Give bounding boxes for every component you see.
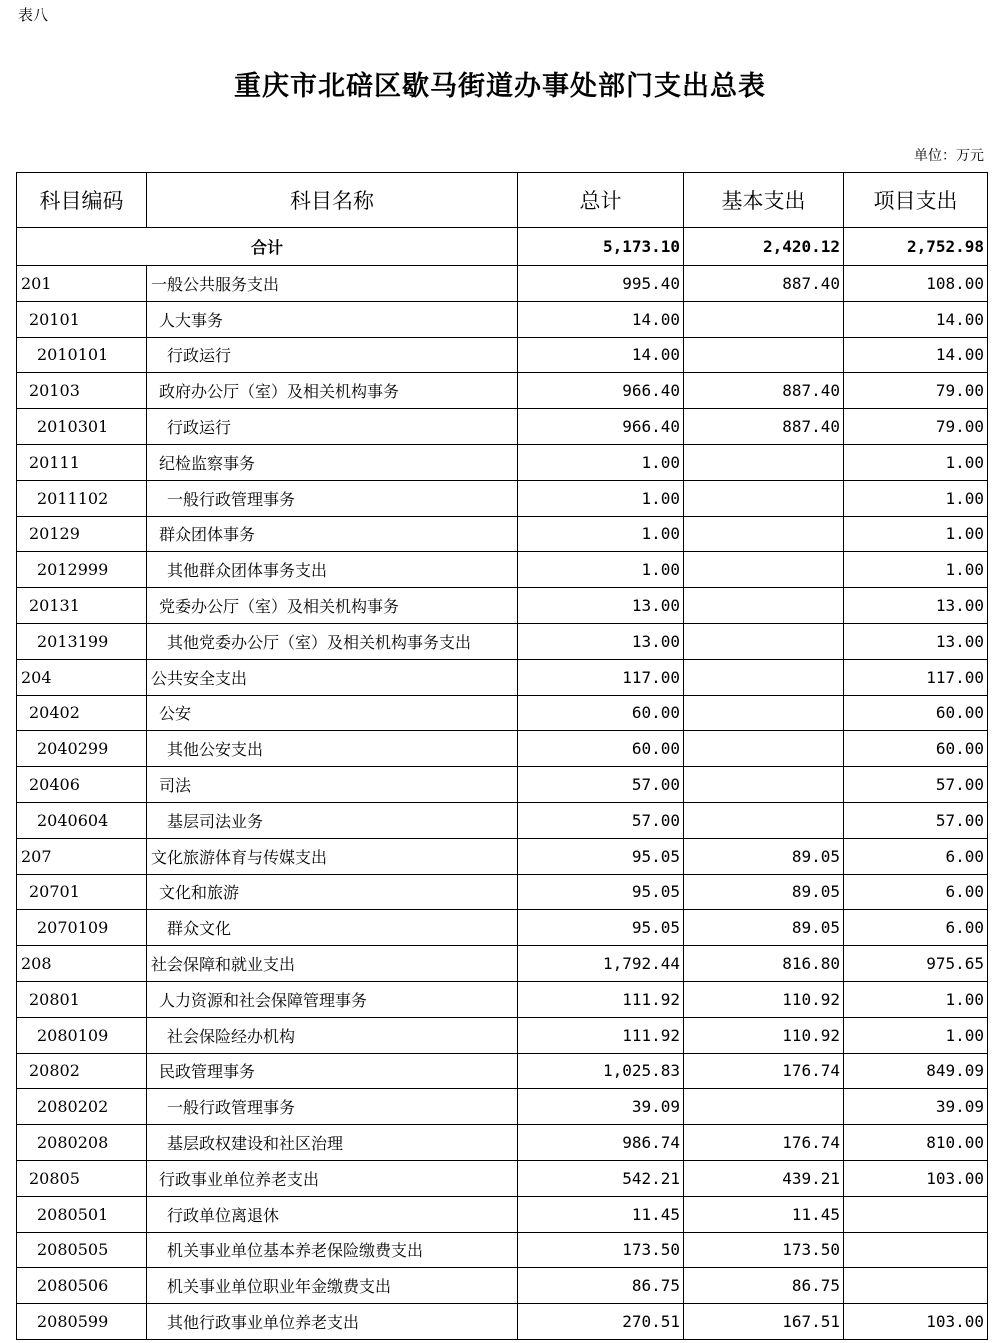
row-name: 其他群众团体事务支出	[147, 552, 518, 588]
row-project	[844, 1268, 988, 1304]
table-row	[17, 1017, 988, 1053]
row-basic: 887.40	[684, 373, 844, 409]
row-total: 95.05	[518, 838, 684, 874]
row-basic	[684, 516, 844, 552]
row-basic: 89.05	[684, 910, 844, 946]
row-name: 社会保障和就业支出	[147, 946, 518, 982]
row-basic	[684, 623, 844, 659]
row-total: 11.45	[518, 1196, 684, 1232]
row-project: 60.00	[844, 731, 988, 767]
table-row	[17, 1268, 988, 1304]
row-basic	[684, 695, 844, 731]
row-project: 79.00	[844, 409, 988, 445]
row-total: 13.00	[518, 623, 684, 659]
table-row	[17, 516, 988, 552]
row-name: 机关事业单位职业年金缴费支出	[147, 1268, 518, 1304]
row-name: 群众文化	[147, 910, 518, 946]
row-total: 1.00	[518, 516, 684, 552]
row-total: 173.50	[518, 1232, 684, 1268]
row-code: 2080505	[17, 1232, 147, 1268]
row-total: 57.00	[518, 802, 684, 838]
row-basic: 439.21	[684, 1160, 844, 1196]
row-project: 810.00	[844, 1125, 988, 1161]
row-total: 60.00	[518, 731, 684, 767]
row-total: 1,792.44	[518, 946, 684, 982]
table-row	[17, 1304, 988, 1340]
row-code: 20701	[17, 874, 147, 910]
row-name: 一般行政管理事务	[147, 480, 518, 516]
row-code: 20402	[17, 695, 147, 731]
row-basic	[684, 1089, 844, 1125]
row-total: 995.40	[518, 266, 684, 302]
row-project: 14.00	[844, 337, 988, 373]
row-total: 95.05	[518, 874, 684, 910]
row-name: 行政事业单位养老支出	[147, 1160, 518, 1196]
row-code: 20101	[17, 301, 147, 337]
row-basic	[684, 444, 844, 480]
row-project: 57.00	[844, 802, 988, 838]
row-name: 司法	[147, 767, 518, 803]
row-name: 行政单位离退休	[147, 1196, 518, 1232]
document-label: 表八	[18, 6, 49, 24]
row-total: 986.74	[518, 1125, 684, 1161]
table-row	[17, 1232, 988, 1268]
row-code: 20131	[17, 588, 147, 624]
row-code: 2080208	[17, 1125, 147, 1161]
table-header-row	[17, 173, 988, 228]
row-total: 1.00	[518, 552, 684, 588]
total-row	[17, 228, 988, 266]
row-project: 1.00	[844, 516, 988, 552]
unit-label: 单位：万元	[914, 148, 984, 164]
row-basic	[684, 731, 844, 767]
row-basic	[684, 301, 844, 337]
row-code: 20801	[17, 981, 147, 1017]
total-sum: 5,173.10	[518, 228, 684, 266]
row-total: 111.92	[518, 981, 684, 1017]
total-label: 合计	[17, 228, 518, 266]
row-name: 其他行政事业单位养老支出	[147, 1304, 518, 1340]
row-total: 57.00	[518, 767, 684, 803]
row-total: 1.00	[518, 480, 684, 516]
row-project: 1.00	[844, 480, 988, 516]
table-row	[17, 1125, 988, 1161]
table-row	[17, 695, 988, 731]
table-row	[17, 910, 988, 946]
row-code: 204	[17, 659, 147, 695]
row-name: 一般公共服务支出	[147, 266, 518, 302]
row-code: 20805	[17, 1160, 147, 1196]
row-basic: 110.92	[684, 981, 844, 1017]
row-total: 86.75	[518, 1268, 684, 1304]
table-row	[17, 373, 988, 409]
row-basic: 89.05	[684, 838, 844, 874]
row-name: 群众团体事务	[147, 516, 518, 552]
row-project: 39.09	[844, 1089, 988, 1125]
row-basic	[684, 659, 844, 695]
row-total: 14.00	[518, 337, 684, 373]
table-row	[17, 767, 988, 803]
row-project: 1.00	[844, 552, 988, 588]
row-name: 机关事业单位基本养老保险缴费支出	[147, 1232, 518, 1268]
row-total: 39.09	[518, 1089, 684, 1125]
row-basic	[684, 767, 844, 803]
row-basic: 11.45	[684, 1196, 844, 1232]
row-basic	[684, 480, 844, 516]
row-project: 117.00	[844, 659, 988, 695]
row-project: 14.00	[844, 301, 988, 337]
page-title: 重庆市北碚区歇马街道办事处部门支出总表	[234, 71, 766, 102]
row-total: 1.00	[518, 444, 684, 480]
table-row	[17, 409, 988, 445]
row-basic: 89.05	[684, 874, 844, 910]
header-total: 总计	[518, 173, 684, 228]
row-total: 60.00	[518, 695, 684, 731]
table-row	[17, 659, 988, 695]
table-row	[17, 588, 988, 624]
row-name: 一般行政管理事务	[147, 1089, 518, 1125]
table-row	[17, 552, 988, 588]
row-project	[844, 1232, 988, 1268]
header-code: 科目编码	[17, 173, 147, 228]
row-name: 民政管理事务	[147, 1053, 518, 1089]
row-code: 20103	[17, 373, 147, 409]
table-row	[17, 1160, 988, 1196]
row-basic: 887.40	[684, 266, 844, 302]
table-row	[17, 981, 988, 1017]
expenditure-table	[16, 172, 988, 1340]
row-code: 208	[17, 946, 147, 982]
row-basic	[684, 588, 844, 624]
row-project: 1.00	[844, 981, 988, 1017]
row-basic: 86.75	[684, 1268, 844, 1304]
row-project: 6.00	[844, 910, 988, 946]
row-basic	[684, 552, 844, 588]
table-row	[17, 1089, 988, 1125]
row-name: 行政运行	[147, 409, 518, 445]
row-code: 2080109	[17, 1017, 147, 1053]
table-row	[17, 874, 988, 910]
row-basic: 167.51	[684, 1304, 844, 1340]
row-name: 基层政权建设和社区治理	[147, 1125, 518, 1161]
row-project: 60.00	[844, 695, 988, 731]
total-project: 2,752.98	[844, 228, 988, 266]
row-code: 2010301	[17, 409, 147, 445]
row-total: 111.92	[518, 1017, 684, 1053]
table-row	[17, 731, 988, 767]
row-total: 117.00	[518, 659, 684, 695]
header-basic: 基本支出	[684, 173, 844, 228]
row-basic: 176.74	[684, 1125, 844, 1161]
table-row	[17, 1053, 988, 1089]
row-name: 文化和旅游	[147, 874, 518, 910]
row-name: 其他党委办公厅（室）及相关机构事务支出	[147, 623, 518, 659]
row-basic: 173.50	[684, 1232, 844, 1268]
table-row	[17, 444, 988, 480]
row-project: 103.00	[844, 1304, 988, 1340]
row-project: 13.00	[844, 588, 988, 624]
row-basic	[684, 802, 844, 838]
header-project: 项目支出	[844, 173, 988, 228]
row-code: 20406	[17, 767, 147, 803]
row-basic: 887.40	[684, 409, 844, 445]
row-code: 207	[17, 838, 147, 874]
row-project: 6.00	[844, 874, 988, 910]
row-total: 966.40	[518, 373, 684, 409]
row-basic: 816.80	[684, 946, 844, 982]
total-basic: 2,420.12	[684, 228, 844, 266]
row-project: 849.09	[844, 1053, 988, 1089]
row-name: 人力资源和社会保障管理事务	[147, 981, 518, 1017]
row-name: 纪检监察事务	[147, 444, 518, 480]
row-project: 6.00	[844, 838, 988, 874]
table-row	[17, 337, 988, 373]
table-row	[17, 301, 988, 337]
row-total: 966.40	[518, 409, 684, 445]
row-code: 2080506	[17, 1268, 147, 1304]
row-project: 13.00	[844, 623, 988, 659]
row-code: 20111	[17, 444, 147, 480]
row-code: 2080202	[17, 1089, 147, 1125]
row-code: 2040604	[17, 802, 147, 838]
table-row	[17, 480, 988, 516]
row-total: 13.00	[518, 588, 684, 624]
row-name: 其他公安支出	[147, 731, 518, 767]
table-row	[17, 1196, 988, 1232]
row-name: 基层司法业务	[147, 802, 518, 838]
row-code: 2080501	[17, 1196, 147, 1232]
row-basic: 110.92	[684, 1017, 844, 1053]
table-row	[17, 266, 988, 302]
row-basic	[684, 337, 844, 373]
row-basic: 176.74	[684, 1053, 844, 1089]
row-total: 14.00	[518, 301, 684, 337]
header-name: 科目名称	[147, 173, 518, 228]
row-total: 270.51	[518, 1304, 684, 1340]
row-total: 95.05	[518, 910, 684, 946]
row-code: 20129	[17, 516, 147, 552]
row-name: 文化旅游体育与传媒支出	[147, 838, 518, 874]
row-name: 政府办公厅（室）及相关机构事务	[147, 373, 518, 409]
table-row	[17, 623, 988, 659]
row-code: 2080599	[17, 1304, 147, 1340]
row-code: 2012999	[17, 552, 147, 588]
row-code: 2013199	[17, 623, 147, 659]
row-name: 行政运行	[147, 337, 518, 373]
row-project: 57.00	[844, 767, 988, 803]
row-total: 1,025.83	[518, 1053, 684, 1089]
row-name: 公共安全支出	[147, 659, 518, 695]
row-code: 2011102	[17, 480, 147, 516]
row-project: 1.00	[844, 444, 988, 480]
row-project: 79.00	[844, 373, 988, 409]
row-name: 社会保险经办机构	[147, 1017, 518, 1053]
row-project: 975.65	[844, 946, 988, 982]
table-row	[17, 838, 988, 874]
row-code: 2040299	[17, 731, 147, 767]
row-code: 2010101	[17, 337, 147, 373]
row-project: 1.00	[844, 1017, 988, 1053]
row-code: 201	[17, 266, 147, 302]
table-row	[17, 802, 988, 838]
row-name: 党委办公厅（室）及相关机构事务	[147, 588, 518, 624]
table-row	[17, 946, 988, 982]
row-total: 542.21	[518, 1160, 684, 1196]
row-project: 103.00	[844, 1160, 988, 1196]
row-name: 人大事务	[147, 301, 518, 337]
row-project: 108.00	[844, 266, 988, 302]
row-name: 公安	[147, 695, 518, 731]
row-project	[844, 1196, 988, 1232]
row-code: 2070109	[17, 910, 147, 946]
row-code: 20802	[17, 1053, 147, 1089]
